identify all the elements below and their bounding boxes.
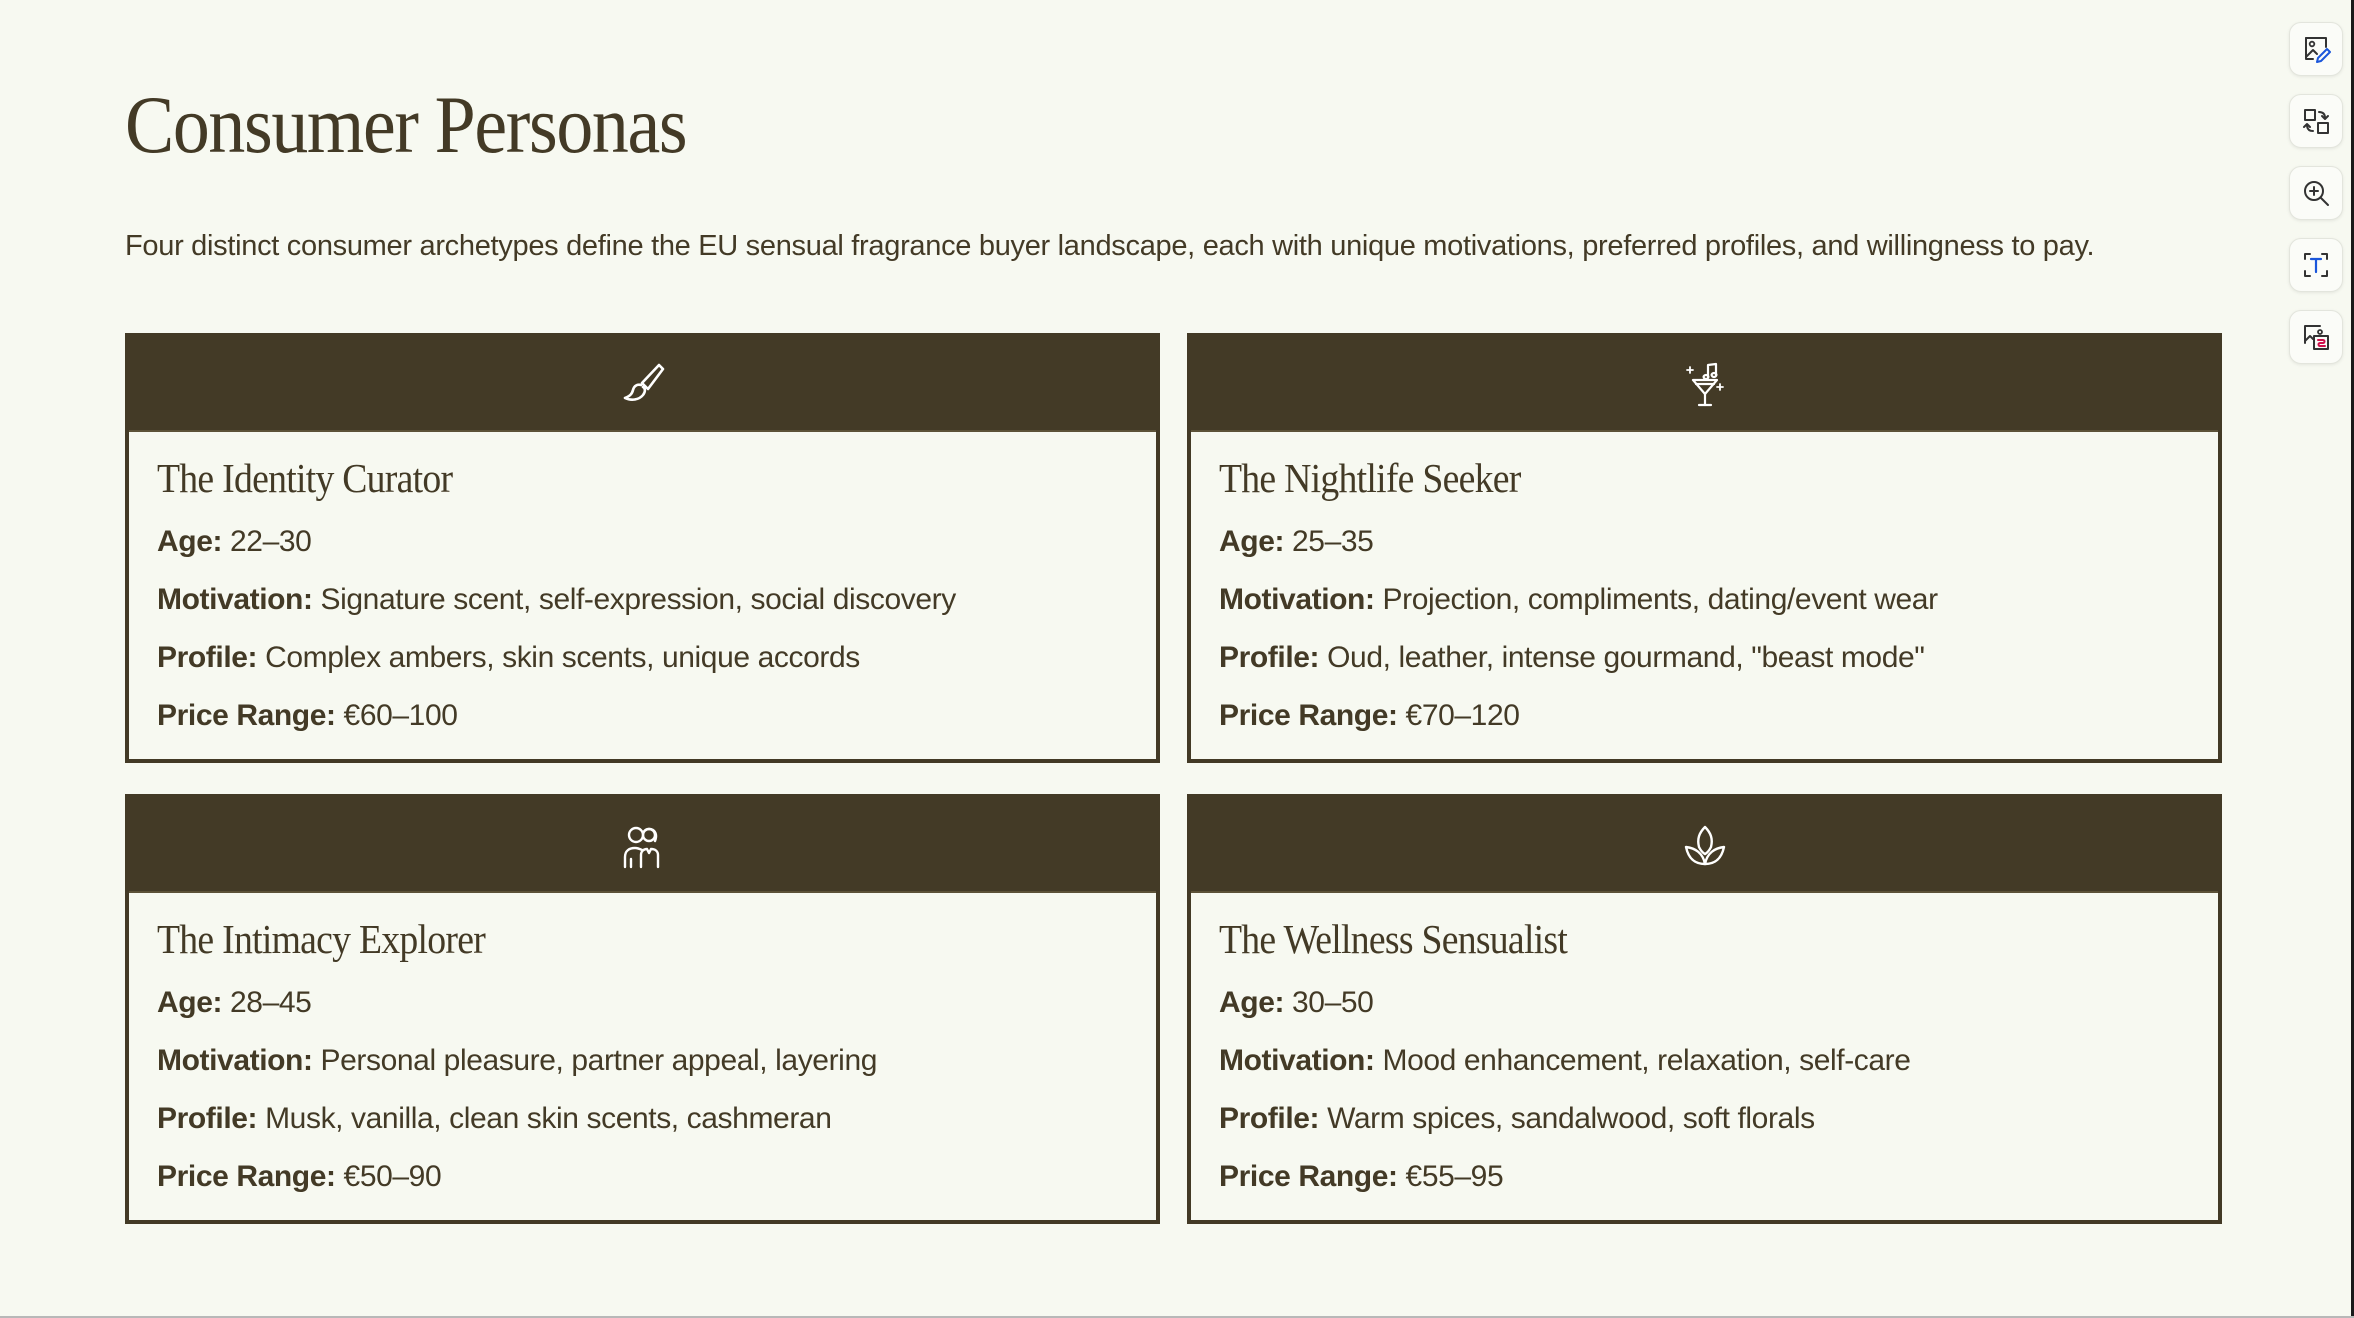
swap-layout-icon [2300, 105, 2332, 137]
age-value: 28–45 [230, 986, 312, 1019]
persona-name: The Wellness Sensualist [1219, 916, 1568, 962]
card-body [129, 893, 1156, 1195]
persona-card-intimacy-explorer [125, 794, 1160, 1224]
price-range-value: €50–90 [343, 1160, 442, 1193]
price-range-value: €60–100 [343, 699, 458, 732]
persona-name: The Identity Curator [157, 455, 453, 501]
persona-price-range [1219, 698, 2190, 734]
cocktail-music-icon [1677, 356, 1733, 412]
price-range-value: €70–120 [1405, 699, 1520, 732]
text-extract-button[interactable] [2289, 238, 2343, 292]
persona-age [157, 985, 1128, 1021]
persona-price-range [157, 698, 1128, 734]
card-header [129, 337, 1156, 432]
persona-name: The Intimacy Explorer [157, 916, 486, 962]
page-title: Consumer Personas [125, 79, 687, 170]
age-label: Age: [1219, 525, 1285, 558]
card-header [1191, 798, 2218, 893]
persona-motivation [1219, 1043, 2190, 1079]
persona-profile [1219, 1101, 2190, 1137]
persona-age [157, 524, 1128, 560]
persona-motivation [157, 582, 1128, 618]
persona-grid [125, 333, 2222, 1224]
image-link-icon [2300, 321, 2332, 353]
page-subtitle: Four distinct consumer archetypes define the EU sensual fragrance buyer landscape, each with unique motivations, preferred profiles, and willingness to pay. [125, 230, 2095, 262]
card-header [1191, 337, 2218, 432]
price-range-label: Price Range: [1219, 699, 1398, 732]
persona-profile [157, 640, 1128, 676]
paintbrush-icon [615, 356, 671, 412]
persona-card-wellness-sensualist [1187, 794, 2222, 1224]
persona-profile [157, 1101, 1128, 1137]
persona-name: The Nightlife Seeker [1219, 455, 1521, 501]
price-range-label: Price Range: [1219, 1160, 1398, 1193]
motivation-value: Personal pleasure, partner appeal, layering [320, 1044, 878, 1077]
motivation-label: Motivation: [157, 1044, 313, 1077]
card-body [129, 432, 1156, 734]
price-range-label: Price Range: [157, 699, 336, 732]
persona-age [1219, 985, 2190, 1021]
persona-motivation [1219, 582, 2190, 618]
swap-layout-button[interactable] [2289, 94, 2343, 148]
age-value: 30–50 [1292, 986, 1374, 1019]
edit-image-icon [2300, 33, 2332, 65]
tool-sidebar [2289, 22, 2343, 364]
image-link-button[interactable] [2289, 310, 2343, 364]
card-body [1191, 432, 2218, 734]
profile-value: Oud, leather, intense gourmand, "beast mode" [1327, 641, 1925, 674]
age-label: Age: [1219, 986, 1285, 1019]
price-range-value: €55–95 [1405, 1160, 1504, 1193]
persona-profile [1219, 640, 2190, 676]
motivation-label: Motivation: [157, 583, 313, 616]
age-label: Age: [157, 525, 223, 558]
profile-value: Complex ambers, skin scents, unique accords [265, 641, 860, 674]
persona-price-range [1219, 1159, 2190, 1195]
age-value: 22–30 [230, 525, 312, 558]
page-content [125, 0, 2222, 267]
persona-card-identity-curator [125, 333, 1160, 763]
lotus-icon [1677, 817, 1733, 873]
profile-value: Musk, vanilla, clean skin scents, cashmeran [265, 1102, 832, 1135]
zoom-in-button[interactable] [2289, 166, 2343, 220]
zoom-in-icon [2300, 177, 2332, 209]
price-range-label: Price Range: [157, 1160, 336, 1193]
text-extract-icon [2300, 249, 2332, 281]
profile-value: Warm spices, sandalwood, soft florals [1327, 1102, 1815, 1135]
card-header [129, 798, 1156, 893]
motivation-value: Mood enhancement, relaxation, self-care [1382, 1044, 1911, 1077]
profile-label: Profile: [1219, 1102, 1320, 1135]
persona-price-range [157, 1159, 1128, 1195]
age-value: 25–35 [1292, 525, 1374, 558]
persona-card-nightlife-seeker [1187, 333, 2222, 763]
motivation-label: Motivation: [1219, 583, 1375, 616]
profile-label: Profile: [1219, 641, 1320, 674]
profile-label: Profile: [157, 1102, 258, 1135]
couple-icon [615, 817, 671, 873]
motivation-value: Signature scent, self-expression, social discovery [320, 583, 956, 616]
card-body [1191, 893, 2218, 1195]
persona-age [1219, 524, 2190, 560]
persona-motivation [157, 1043, 1128, 1079]
age-label: Age: [157, 986, 223, 1019]
motivation-value: Projection, compliments, dating/event wear [1382, 583, 1938, 616]
motivation-label: Motivation: [1219, 1044, 1375, 1077]
profile-label: Profile: [157, 641, 258, 674]
edit-image-button[interactable] [2289, 22, 2343, 76]
